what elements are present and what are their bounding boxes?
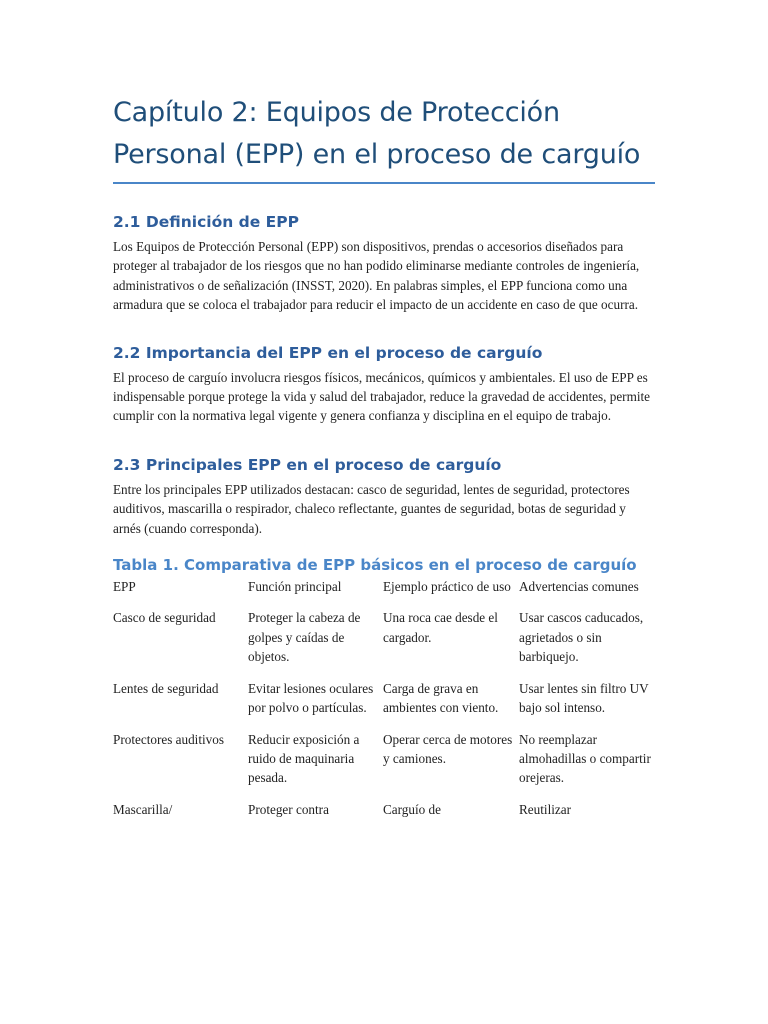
table-cell: No reemplazar almohadillas o compartir orejeras. <box>519 731 651 786</box>
table-header-cell: Función principal <box>248 579 342 595</box>
table-header-cell: Ejemplo práctico de uso <box>383 579 511 595</box>
table-cell: Carguío de <box>383 801 441 817</box>
table-cell: Reutilizar <box>519 801 571 817</box>
section-heading-main-epp: 2.3 Principales EPP en el proceso de carguío <box>113 455 502 474</box>
table-row <box>113 730 655 800</box>
section-body-main-epp: Entre los principales EPP utilizados destacan: casco de seguridad, lentes de seguridad, protectores auditivos, mascarilla o respirador, chaleco reflectante, guantes de seguridad, botas de seguridad y arnés (cuando corresponda). <box>113 481 630 536</box>
epp-comparison-table <box>113 577 655 831</box>
section-heading-importance: 2.2 Importancia del EPP en el proceso de carguío <box>113 343 543 362</box>
table-header-cell: Advertencias comunes <box>519 579 639 595</box>
table-cell: Casco de seguridad <box>113 610 216 626</box>
table-cell: Proteger contra <box>248 801 329 817</box>
table-header-row <box>113 577 655 608</box>
table-cell: Protectores auditivos <box>113 731 224 747</box>
table-cell: Evitar lesiones oculares por polvo o partículas. <box>248 680 374 716</box>
section-body-definition: Los Equipos de Protección Personal (EPP) son dispositivos, prendas o accesorios diseñados para proteger al trabajador de los riesgos que no han podido eliminarse mediante controles de ingeniería, administrativos o de señalización (INSST, 2020). En palabras simples, el EPP funciona como una armadura que se coloca el trabajador para reducir el impacto de un accidente en caso de que ocurra. <box>113 239 640 313</box>
document-page <box>113 92 655 831</box>
table-cell: Usar lentes sin filtro UV bajo sol intenso. <box>519 680 649 716</box>
table-cell: Reducir exposición a ruido de maquinaria pesada. <box>248 731 360 786</box>
table-row <box>113 679 655 730</box>
section-heading-definition: 2.1 Definición de EPP <box>113 213 299 231</box>
table-header-cell: EPP <box>113 579 136 595</box>
table-cell: Usar cascos caducados, agrietados o sin barbiquejo. <box>519 610 644 665</box>
title-divider <box>113 182 655 184</box>
table-row <box>113 800 655 831</box>
table-cell: Proteger la cabeza de golpes y caídas de objetos. <box>248 610 361 665</box>
section-body-importance: El proceso de carguío involucra riesgos físicos, mecánicos, químicos y ambientales. El uso de EPP es indispensable porque protege la vida y salud del trabajador, reduce la gravedad de accidentes, permite cumplir con la normativa legal vigente y genera confianza y disciplina en el equipo de trabajo. <box>113 369 651 424</box>
table-row <box>113 608 655 678</box>
table-cell: Una roca cae desde el cargador. <box>383 610 498 645</box>
table-cell: Carga de grava en ambientes con viento. <box>383 680 499 716</box>
table-cell: Mascarilla/ <box>113 801 173 817</box>
table-cell: Lentes de seguridad <box>113 680 219 696</box>
chapter-title: Capítulo 2: Equipos de Protección Personal (EPP) en el proceso de carguío <box>113 97 641 170</box>
table-cell: Operar cerca de motores y camiones. <box>383 731 513 766</box>
table-caption: Tabla 1. Comparativa de EPP básicos en el proceso de carguío <box>113 556 637 575</box>
